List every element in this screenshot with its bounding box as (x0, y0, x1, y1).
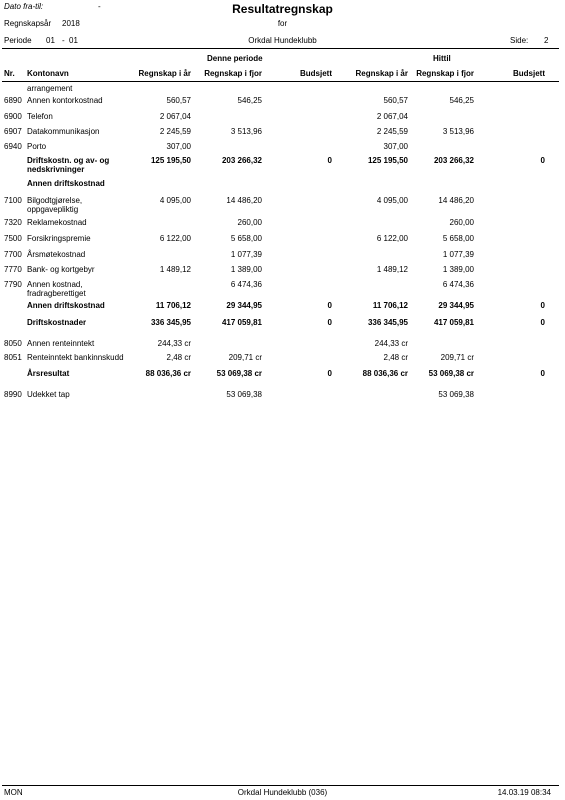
row-value-c5: 260,00 (449, 218, 474, 227)
row-value-c4: 336 345,95 (367, 318, 408, 327)
table-row (0, 179, 565, 191)
row-account-number: 8050 (4, 339, 22, 348)
row-account-name: Annen renteinntekt (27, 339, 95, 348)
row-value-c6: 0 (540, 318, 545, 327)
row-value-c4: 244,33 cr (374, 339, 408, 348)
period-label: Periode (4, 36, 32, 45)
row-value-c2: 417 059,81 (221, 318, 262, 327)
row-value-c2: 29 344,95 (226, 301, 262, 310)
col-hittil-budsjett: Budsjett (513, 69, 545, 78)
row-account-number: 7320 (4, 218, 22, 227)
row-account-name-continued: nedskrivninger (27, 165, 85, 174)
row-account-number: 7500 (4, 234, 22, 243)
date-range-label: Dato fra-til: (4, 2, 44, 11)
row-value-c1: 6 122,00 (159, 234, 191, 243)
row-account-name: Forsikringspremie (27, 234, 91, 243)
row-value-c1: 1 489,12 (159, 265, 191, 274)
header-divider (2, 48, 559, 49)
row-value-c5: 203 266,32 (433, 156, 474, 165)
row-account-name: Årsmøtekostnad (27, 250, 86, 259)
row-value-c5: 14 486,20 (438, 196, 474, 205)
row-account-name: Reklamekostnad (27, 218, 87, 227)
row-value-c2: 53 069,38 cr (216, 369, 262, 378)
row-account-name: Annen kontorkostnad (27, 96, 103, 105)
row-account-name: arrangement (27, 84, 73, 93)
row-account-name-continued: fradragberettiget (27, 289, 86, 298)
row-account-name: Driftskostn. og av- og (27, 156, 110, 165)
table-row (0, 96, 565, 108)
table-row (0, 84, 565, 96)
row-value-c4: 560,57 (383, 96, 408, 105)
row-account-number: 7770 (4, 265, 22, 274)
row-value-c2: 209,71 cr (228, 353, 262, 362)
row-account-number: 7100 (4, 196, 22, 205)
row-value-c4: 2 067,04 (376, 112, 408, 121)
col-regnskap-i-fjor: Regnskap i fjor (204, 69, 262, 78)
footer-club: Orkdal Hundeklubb (036) (237, 788, 328, 797)
row-value-c1: 4 095,00 (159, 196, 191, 205)
row-value-c4: 11 706,12 (372, 301, 408, 310)
row-value-c1: 2,48 cr (166, 353, 191, 362)
row-value-c4: 4 095,00 (376, 196, 408, 205)
row-account-number: 8051 (4, 353, 22, 362)
row-value-c4: 307,00 (383, 142, 408, 151)
row-value-c5: 546,25 (449, 96, 474, 105)
row-value-c3: 0 (327, 301, 332, 310)
table-row (0, 265, 565, 277)
table-row (0, 301, 565, 313)
col-budsjett: Budsjett (300, 69, 332, 78)
row-account-number: 6890 (4, 96, 22, 105)
table-row (0, 280, 565, 298)
row-value-c3: 0 (327, 369, 332, 378)
row-account-name: Annen driftskostnad (27, 179, 105, 188)
club-name: Orkdal Hundeklubb (248, 36, 317, 45)
period-from: 01 (46, 36, 55, 45)
row-account-name: Porto (27, 142, 47, 151)
row-value-c1: 88 036,36 cr (145, 369, 191, 378)
row-value-c4: 2,48 cr (383, 353, 408, 362)
row-value-c4: 1 489,12 (376, 265, 408, 274)
footer-divider (2, 785, 559, 786)
row-value-c2: 5 658,00 (230, 234, 262, 243)
column-header-divider (2, 81, 559, 82)
row-value-c1: 2 067,04 (159, 112, 191, 121)
row-account-name: Driftskostnader (27, 318, 87, 327)
table-row (0, 142, 565, 154)
table-row (0, 196, 565, 214)
row-value-c2: 3 513,96 (230, 127, 262, 136)
table-row (0, 112, 565, 124)
row-value-c6: 0 (540, 156, 545, 165)
table-row (0, 250, 565, 262)
row-account-number: 6907 (4, 127, 22, 136)
table-row (0, 318, 565, 330)
table-row (0, 369, 565, 381)
row-value-c5: 29 344,95 (438, 301, 474, 310)
row-account-name: Annen driftskostnad (27, 301, 105, 310)
col-hittil-regnskap-i-ar: Regnskap i år (355, 69, 408, 78)
col-hittil-regnskap-i-fjor: Regnskap i fjor (416, 69, 474, 78)
report-title: Resultatregnskap (232, 2, 333, 16)
row-value-c4: 6 122,00 (376, 234, 408, 243)
col-regnskap-i-ar: Regnskap i år (138, 69, 191, 78)
date-range-value: - (98, 2, 101, 11)
report-for: for (277, 19, 288, 28)
period-to: 01 (69, 36, 78, 45)
row-account-name: Årsresultat (27, 369, 70, 378)
row-value-c2: 203 266,32 (221, 156, 262, 165)
group-header-denne: Denne periode (207, 54, 263, 63)
row-value-c2: 14 486,20 (226, 196, 262, 205)
row-value-c2: 546,25 (237, 96, 262, 105)
row-value-c3: 0 (327, 156, 332, 165)
page-label: Side: (510, 36, 529, 45)
table-row (0, 127, 565, 139)
row-value-c5: 6 474,36 (442, 280, 474, 289)
row-account-name: Telefon (27, 112, 53, 121)
page-number: 2 (544, 36, 549, 45)
row-account-number: 6940 (4, 142, 22, 151)
row-value-c5: 53 069,38 (438, 390, 474, 399)
row-value-c1: 307,00 (166, 142, 191, 151)
row-account-number: 8990 (4, 390, 22, 399)
col-kontonavn: Kontonavn (27, 69, 69, 78)
row-account-name-continued: oppgavepliktig (27, 205, 79, 214)
col-nr: Nr. (4, 69, 15, 78)
row-account-number: 6900 (4, 112, 22, 121)
fiscal-year-value: 2018 (62, 19, 80, 28)
table-row (0, 353, 565, 365)
table-row (0, 218, 565, 230)
row-value-c5: 5 658,00 (442, 234, 474, 243)
row-value-c1: 336 345,95 (150, 318, 191, 327)
row-account-name: Bank- og kortgebyr (27, 265, 95, 274)
row-value-c5: 3 513,96 (442, 127, 474, 136)
table-row (0, 339, 565, 351)
row-account-name: Renteinntekt bankinnskudd (27, 353, 124, 362)
row-value-c2: 1 389,00 (230, 265, 262, 274)
footer-user: MON (4, 788, 23, 797)
row-value-c2: 53 069,38 (226, 390, 262, 399)
row-value-c5: 1 077,39 (442, 250, 474, 259)
table-row (0, 156, 565, 174)
row-value-c1: 244,33 cr (157, 339, 191, 348)
row-value-c2: 1 077,39 (230, 250, 262, 259)
row-account-number: 7700 (4, 250, 22, 259)
row-value-c4: 125 195,50 (367, 156, 408, 165)
row-account-name: Annen kostnad, (27, 280, 83, 289)
row-value-c1: 2 245,59 (159, 127, 191, 136)
row-account-number: 7790 (4, 280, 22, 289)
table-row (0, 390, 565, 402)
group-header-hittil: Hittil (433, 54, 451, 63)
row-value-c5: 1 389,00 (442, 265, 474, 274)
row-value-c4: 2 245,59 (376, 127, 408, 136)
row-value-c6: 0 (540, 301, 545, 310)
row-value-c6: 0 (540, 369, 545, 378)
column-header-row (0, 69, 565, 81)
row-value-c2: 6 474,36 (230, 280, 262, 289)
row-value-c5: 209,71 cr (440, 353, 474, 362)
fiscal-year-label: Regnskapsår (4, 19, 52, 28)
row-account-name: Datakommunikasjon (27, 127, 100, 136)
row-account-name: Bilgodtgjørelse, (27, 196, 83, 205)
row-value-c1: 11 706,12 (155, 301, 191, 310)
row-value-c5: 53 069,38 cr (428, 369, 474, 378)
row-value-c3: 0 (327, 318, 332, 327)
row-value-c4: 88 036,36 cr (362, 369, 408, 378)
table-row (0, 234, 565, 246)
row-value-c1: 560,57 (166, 96, 191, 105)
footer-timestamp: 14.03.19 08:34 (497, 788, 551, 797)
period-separator: - (62, 36, 65, 45)
row-value-c5: 417 059,81 (433, 318, 474, 327)
row-value-c1: 125 195,50 (150, 156, 191, 165)
row-value-c2: 260,00 (237, 218, 262, 227)
row-account-name: Udekket tap (27, 390, 70, 399)
